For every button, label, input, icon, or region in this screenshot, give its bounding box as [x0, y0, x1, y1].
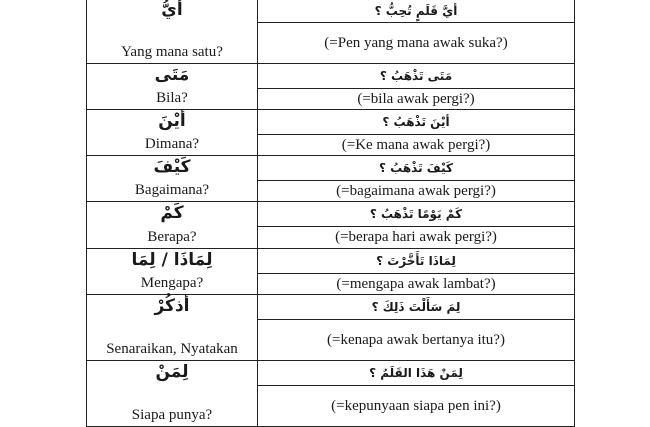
arabic-example-sentence: لِمَاذَا تَأَخَّرْتَ ؟: [258, 249, 575, 274]
table-row: [87, 249, 575, 274]
question-word-cell: [87, 249, 258, 295]
table-row: [87, 64, 575, 89]
table-row: [87, 0, 575, 23]
arabic-question-word: أيْنَ: [158, 111, 186, 131]
table-row: [87, 361, 575, 386]
malay-example-translation: (=kepunyaan siapa pen ini?): [258, 386, 575, 427]
table-row: [87, 156, 575, 181]
arabic-question-word: لِمَاذَا / لِمَا: [131, 250, 213, 270]
malay-question-word: Bila?: [156, 90, 188, 106]
arabic-example-sentence: مَتَى تَذْهَبُ ؟: [258, 64, 575, 89]
table-row: [87, 295, 575, 320]
malay-question-word: Senaraikan, Nyatakan: [106, 341, 238, 357]
arabic-question-word: مَتَى: [154, 65, 190, 85]
question-word-cell: [87, 64, 258, 110]
malay-question-word: Berapa?: [147, 229, 197, 245]
malay-question-word: Yang mana satu?: [121, 44, 223, 60]
malay-question-word: Siapa punya?: [131, 407, 213, 423]
question-word-cell: [87, 295, 258, 361]
malay-example-translation: (=bila awak pergi?): [258, 89, 575, 110]
malay-example-translation: (=mengapa awak lambat?): [258, 274, 575, 295]
question-words-table: [86, 0, 575, 427]
arabic-question-word: أيُّ: [161, 0, 183, 20]
arabic-example-sentence: كَمْ يَوْمًا تَذْهَبُ ؟: [258, 202, 575, 227]
arabic-example-sentence: لِمَ سَأَلْتَ ذَلِكَ ؟: [258, 295, 575, 320]
malay-question-word: Mengapa?: [140, 275, 204, 291]
question-word-cell: [87, 361, 258, 427]
arabic-example-sentence: كَيْفَ تَذْهَبُ ؟: [258, 156, 575, 181]
question-word-cell: [87, 202, 258, 249]
arabic-example-sentence: أيَّ قَلَمٍ تُحِبُّ ؟: [258, 0, 575, 23]
arabic-question-word: أذكُرْ: [154, 296, 190, 316]
question-word-cell: [87, 110, 258, 156]
table-row: [87, 110, 575, 135]
arabic-example-sentence: أيْنَ تَذْهَبُ ؟: [258, 110, 575, 135]
arabic-question-word: لِمَنْ: [155, 362, 189, 382]
question-word-cell: [87, 156, 258, 202]
malay-example-translation: (=Ke mana awak pergi?): [258, 135, 575, 156]
malay-example-translation: (=bagaimana awak pergi?): [258, 181, 575, 202]
malay-example-translation: (=berapa hari awak pergi?): [258, 227, 575, 249]
table-row: [87, 202, 575, 227]
question-word-cell: [87, 0, 258, 64]
malay-question-word: Dimana?: [144, 136, 200, 152]
arabic-question-word: كَمْ: [160, 203, 184, 223]
arabic-example-sentence: لِمَنْ هَذَا القَلَمُ ؟: [258, 361, 575, 386]
malay-example-translation: (=Pen yang mana awak suka?): [258, 23, 575, 64]
malay-question-word: Bagaimana?: [134, 182, 210, 198]
arabic-question-word: كَيْفَ: [153, 157, 191, 177]
malay-example-translation: (=kenapa awak bertanya itu?): [258, 320, 575, 361]
